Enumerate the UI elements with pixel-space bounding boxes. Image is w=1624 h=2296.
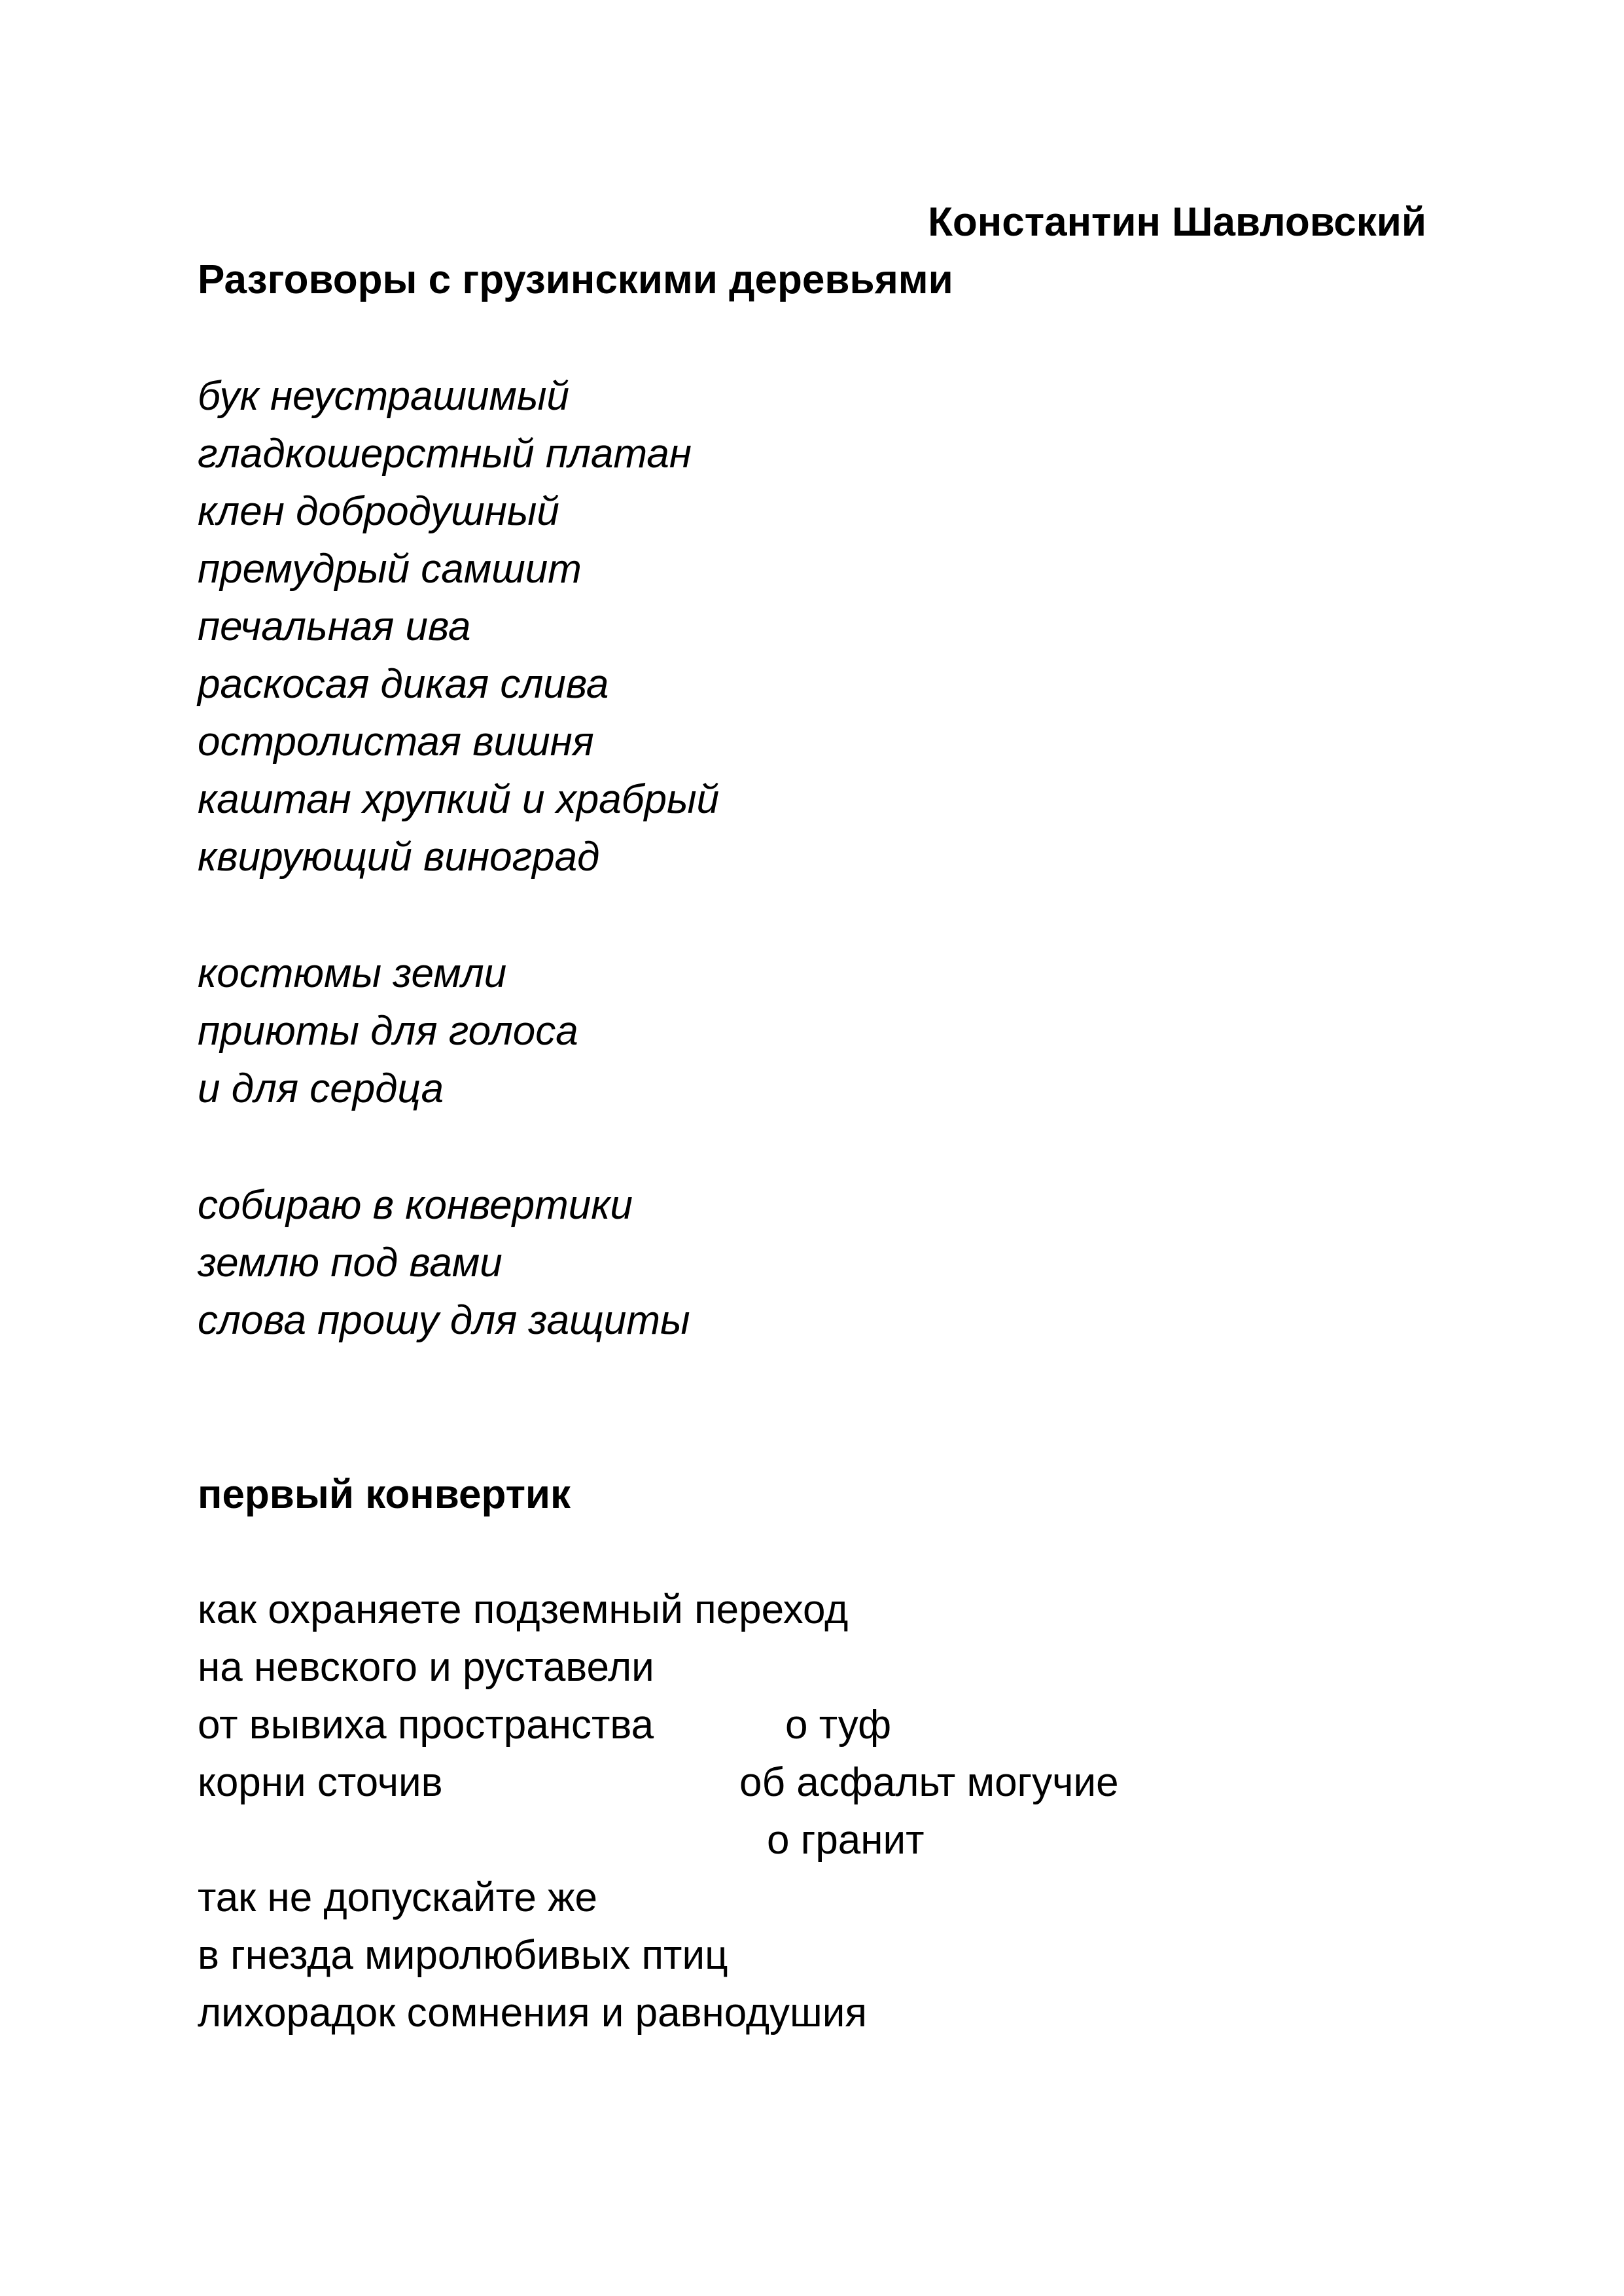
poem-line: землю под вами bbox=[198, 1240, 503, 1285]
poem-line: каштан хрупкий и храбрый bbox=[198, 777, 720, 822]
poem-line: гладкошерстный платан bbox=[198, 431, 692, 476]
poem-line: костюмы земли bbox=[198, 951, 507, 996]
poem-line: остролистая вишня bbox=[198, 719, 594, 764]
poem-line: собираю в конвертики bbox=[198, 1183, 633, 1228]
poem-line: в гнезда миролюбивых птиц bbox=[198, 1933, 728, 1978]
poem-line-indented: о гранит bbox=[767, 1818, 925, 1863]
poem-line: премудрый самшит bbox=[198, 547, 582, 592]
poem-line: клен добродушный bbox=[198, 489, 559, 534]
poem-line: лихорадок сомнения и равнодушия bbox=[198, 1990, 867, 2036]
section-title: первый конвертик bbox=[198, 1472, 571, 1517]
poem-line: квирующий виноград bbox=[198, 834, 600, 880]
poem-line: бук неустрашимый bbox=[198, 374, 570, 419]
poem-line: на невского и руставели bbox=[198, 1645, 654, 1690]
poem-line: так не допускайте же bbox=[198, 1875, 597, 1920]
poem-line: как охраняете подземный переход bbox=[198, 1587, 849, 1632]
poem-line-indented: об асфальт могучие bbox=[739, 1760, 1119, 1805]
poem-title: Разговоры с грузинскими деревьями bbox=[198, 257, 953, 302]
poem-line: и для сердца bbox=[198, 1066, 444, 1111]
poem-line: раскосая дикая слива bbox=[198, 662, 609, 707]
author-name: Константин Шавловский bbox=[928, 200, 1426, 245]
poem-line: от вывиха пространства bbox=[198, 1702, 654, 1748]
poem-line: приюты для голоса bbox=[198, 1009, 578, 1054]
poem-line: корни сточив bbox=[198, 1760, 443, 1805]
poem-line: печальная ива bbox=[198, 604, 471, 649]
poem-line-indented: о туф bbox=[785, 1702, 892, 1748]
poem-line: слова прошу для защиты bbox=[198, 1298, 690, 1343]
